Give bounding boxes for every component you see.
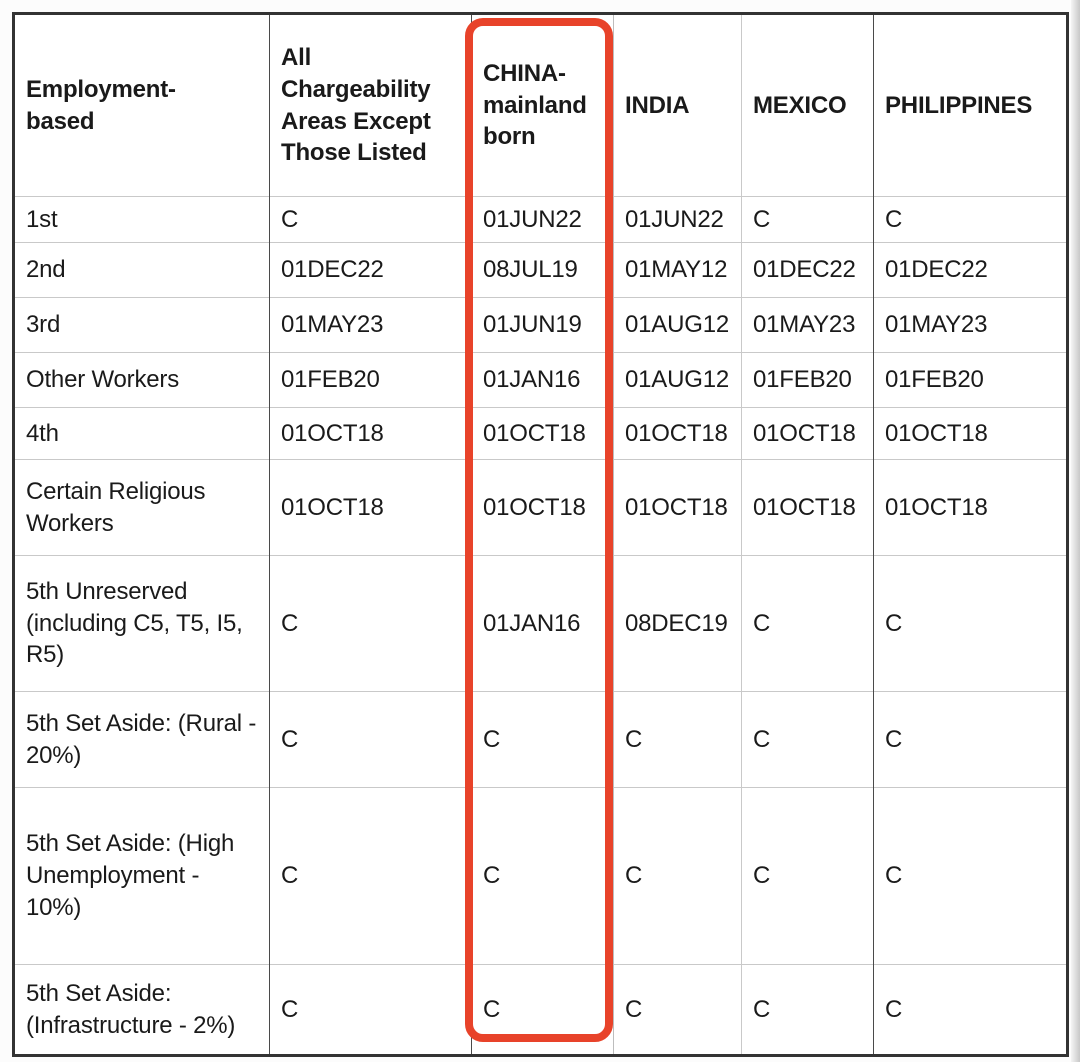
table-row (14, 197, 1068, 243)
table-row (14, 556, 1068, 692)
date-cell: C (742, 788, 874, 965)
date-cell: 08DEC19 (614, 556, 742, 692)
date-cell: C (614, 692, 742, 788)
date-cell: C (472, 692, 614, 788)
table-body (14, 197, 1068, 1056)
date-cell: 01OCT18 (742, 460, 874, 556)
row-label: 4th (14, 408, 270, 460)
column-header-5: PHILIPPINES (874, 14, 1068, 197)
table-row (14, 965, 1068, 1056)
date-cell: C (472, 965, 614, 1056)
row-label: Certain Religious Workers (14, 460, 270, 556)
date-cell: 01JAN16 (472, 556, 614, 692)
date-cell: 01JUN19 (472, 298, 614, 353)
date-cell: C (270, 788, 472, 965)
date-cell: C (874, 692, 1068, 788)
date-cell: 01AUG12 (614, 298, 742, 353)
date-cell: 01MAY23 (742, 298, 874, 353)
table-row (14, 353, 1068, 408)
row-label: Other Workers (14, 353, 270, 408)
date-cell: C (614, 965, 742, 1056)
date-cell: 01OCT18 (874, 408, 1068, 460)
row-label: 2nd (14, 243, 270, 298)
date-cell: C (874, 788, 1068, 965)
column-header-employment-based: Employment-based (26, 75, 176, 135)
table-header (14, 14, 1068, 197)
table-row (14, 692, 1068, 788)
date-cell: 01OCT18 (472, 408, 614, 460)
column-header-1: All Chargeability Areas Except Those Listed (270, 14, 472, 197)
date-cell: 01JAN16 (472, 353, 614, 408)
column-header-2: CHINA-mainland born (472, 14, 614, 197)
table-row (14, 460, 1068, 556)
date-cell: 01FEB20 (874, 353, 1068, 408)
row-label: 5th Unreserved (including C5, T5, I5, R5) (14, 556, 270, 692)
date-cell: 01OCT18 (614, 460, 742, 556)
date-cell: 01OCT18 (270, 408, 472, 460)
date-cell: 01DEC22 (270, 243, 472, 298)
date-cell: 01MAY23 (270, 298, 472, 353)
row-label: 5th Set Aside: (High Unemployment - 10%) (14, 788, 270, 965)
visa-final-action-dates-table (12, 12, 1069, 1057)
date-cell: 01OCT18 (742, 408, 874, 460)
date-cell: 01JUN22 (472, 197, 614, 243)
date-cell: 01FEB20 (742, 353, 874, 408)
date-cell: 01JUN22 (614, 197, 742, 243)
date-cell: C (742, 692, 874, 788)
date-cell: 01OCT18 (614, 408, 742, 460)
date-cell: 01MAY23 (874, 298, 1068, 353)
table-row (14, 408, 1068, 460)
date-cell: 01FEB20 (270, 353, 472, 408)
date-cell: C (270, 965, 472, 1056)
date-cell: 01OCT18 (270, 460, 472, 556)
date-cell: 01MAY12 (614, 243, 742, 298)
date-cell: 01OCT18 (472, 460, 614, 556)
date-cell: C (270, 556, 472, 692)
date-cell: 01OCT18 (874, 460, 1068, 556)
date-cell: 01AUG12 (614, 353, 742, 408)
column-header-3: INDIA (614, 14, 742, 197)
date-cell: C (614, 788, 742, 965)
date-cell: C (270, 692, 472, 788)
table-row (14, 788, 1068, 965)
date-cell: C (270, 197, 472, 243)
date-cell: C (874, 965, 1068, 1056)
table-row (14, 243, 1068, 298)
row-label: 5th Set Aside: (Infrastructure - 2%) (14, 965, 270, 1056)
date-cell: C (742, 197, 874, 243)
date-cell: C (874, 197, 1068, 243)
row-label: 1st (14, 197, 270, 243)
date-cell: C (874, 556, 1068, 692)
table-row (14, 298, 1068, 353)
date-cell: 01DEC22 (742, 243, 874, 298)
date-cell: 08JUL19 (472, 243, 614, 298)
column-header-4: MEXICO (742, 14, 874, 197)
header-row (14, 14, 1068, 197)
row-label: 3rd (14, 298, 270, 353)
date-cell: C (472, 788, 614, 965)
date-cell: C (742, 965, 874, 1056)
row-label: 5th Set Aside: (Rural - 20%) (14, 692, 270, 788)
screenshot-edge-shading (1071, 0, 1080, 1062)
date-cell: 01DEC22 (874, 243, 1068, 298)
date-cell: C (742, 556, 874, 692)
